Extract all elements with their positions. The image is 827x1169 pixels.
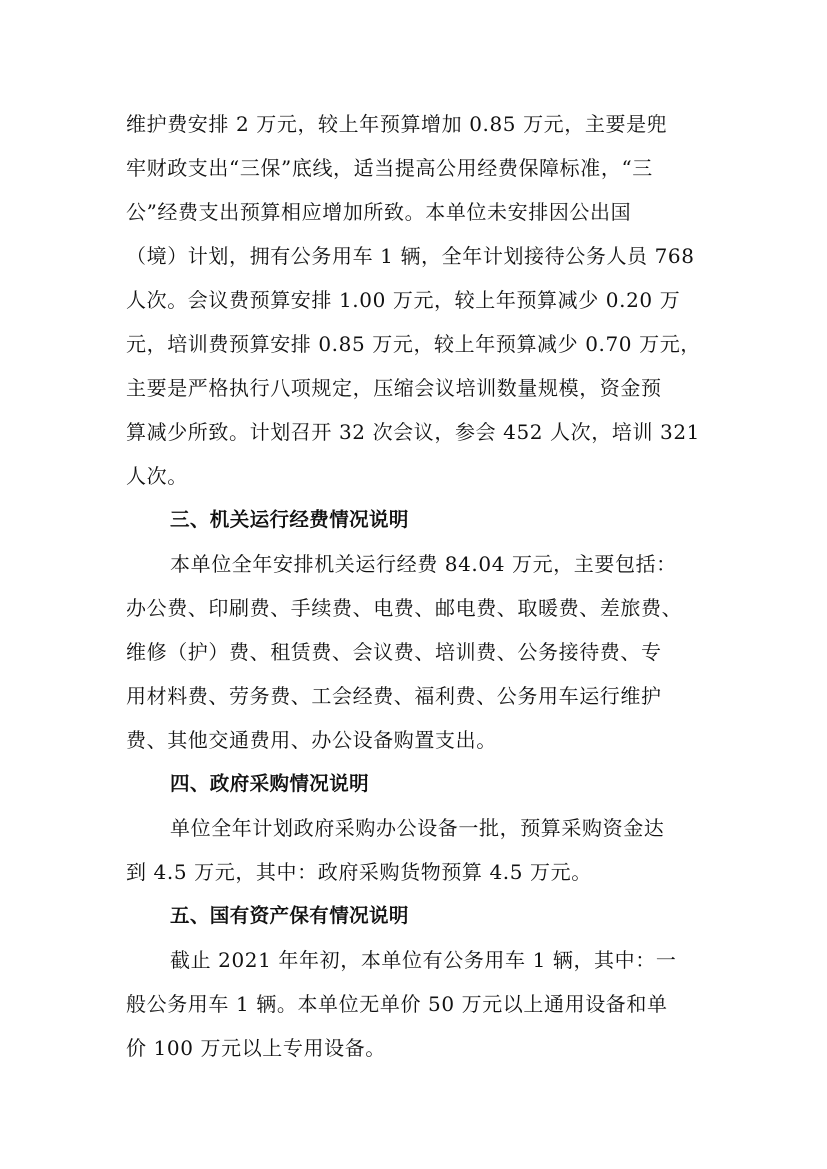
text-line: 公”经费支出预算相应增加所致。本单位未安排因公出国 [126, 200, 632, 224]
text-line: 截止 2021 年年初，本单位有公务用车 1 辆，其中：一 [170, 948, 677, 972]
text-line: 办公费、印刷费、手续费、电费、邮电费、取暖费、差旅费、 [126, 596, 683, 620]
text-line: 费、其他交通费用、办公设备购置支出。 [126, 728, 497, 752]
paragraph-three-public-funds [126, 102, 704, 498]
section-heading: 四、政府采购情况说明 [170, 772, 370, 795]
text-line: 本单位全年安排机关运行经费 84.04 万元，主要包括： [170, 552, 677, 576]
document-body [126, 102, 704, 1070]
text-line: 维修（护）费、租赁费、会议费、培训费、公务接待费、专 [126, 640, 662, 664]
text-line: 维护费安排 2 万元，较上年预算增加 0.85 万元，主要是兜 [126, 112, 668, 136]
text-line: 到 4.5 万元，其中：政府采购货物预算 4.5 万元。 [126, 860, 592, 884]
text-line: 用材料费、劳务费、工会经费、福利费、公务用车运行维护 [126, 684, 662, 708]
text-line: 人次。 [126, 464, 188, 488]
text-line: 价 100 万元以上专用设备。 [126, 1036, 386, 1060]
text-line: 般公务用车 1 辆。本单位无单价 50 万元以上通用设备和单 [126, 992, 668, 1016]
text-line: 人次。会议费预算安排 1.00 万元，较上年预算减少 0.20 万 [126, 288, 681, 312]
section-heading: 五、国有资产保有情况说明 [170, 904, 409, 927]
section-state-assets [126, 894, 704, 1070]
text-line: 算减少所致。计划召开 32 次会议，参会 452 人次，培训 321 [126, 420, 700, 444]
section-heading: 三、机关运行经费情况说明 [170, 508, 409, 531]
text-line: 主要是严格执行八项规定，压缩会议培训数量规模，资金预 [126, 376, 662, 400]
text-line: 牢财政支出“三保”底线，适当提高公用经费保障标准，“三 [126, 156, 653, 180]
section-government-procurement [126, 762, 704, 894]
text-line: （境）计划，拥有公务用车 1 辆，全年计划接待公务人员 768 [126, 244, 695, 268]
section-operating-expenses [126, 498, 704, 762]
text-line: 元，培训费预算安排 0.85 万元，较上年预算减少 0.70 万元， [126, 332, 701, 356]
text-line: 单位全年计划政府采购办公设备一批，预算采购资金达 [170, 816, 665, 840]
